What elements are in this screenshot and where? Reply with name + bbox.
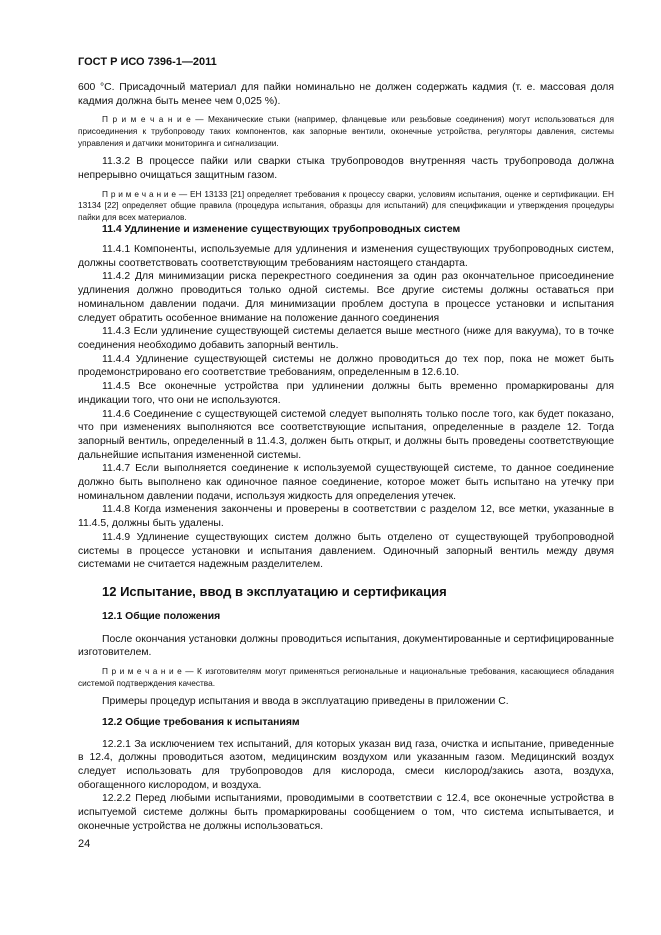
document-header: ГОСТ Р ИСО 7396-1—2011 <box>78 56 217 68</box>
paragraph: 11.3.2 В процессе пайки или сварки стыка трубопроводов внутренняя часть трубопровода должна непрерывно очищаться защитным газом. <box>78 156 614 181</box>
paragraph: 11.4.5 Все оконечные устройства при удлинении должны быть временно промаркированы для индикации того, что они не используются. <box>78 381 614 406</box>
section-heading-12-2: 12.2 Общие требования к испытаниям <box>102 716 300 728</box>
section-heading-12: 12 Испытание, ввод в эксплуатацию и сертификация <box>102 583 447 599</box>
paragraph: 11.4.3 Если удлинение существующей системы делается выше местного (ниже для вакуума), то в точке соединения необходимо добавить запорный вентиль. <box>78 326 614 351</box>
paragraph: 11.4.9 Удлинение существующих систем должно быть отделено от существующей трубопроводной системы в процессе установки и испытания давлением. Одиночный запорный вентиль между двумя системами не считается надежным разделителем. <box>78 531 614 571</box>
paragraph: 600 °С. Присадочный материал для пайки номинально не должен содержать кадмия (т. е. массовая доля кадмия должна быть менее чем 0,025 %). <box>78 82 614 107</box>
paragraph: 12.2.1 За исключением тех испытаний, для которых указан вид газа, очистка и испытание, приведенные в 12.4, должны проводиться азотом, медицинским воздухом или указанным газом. Медицинский воздух следует использовать для трубопроводов для кислорода, смеси кислород/закись азота, воздуха, обогащенного кислородом, и воздуха. <box>78 738 614 791</box>
paragraph: После окончания установки должны проводиться испытания, документированные и сертифицированные изготовителем. <box>78 633 614 659</box>
paragraph: 11.4.7 Если выполняется соединение к используемой существующей системе, то данное соединение должно быть выполнено как одиночное паяное соединение, которое может быть испытано на утечку при номинальном давлении подачи, используя жидкость для определения утечек. <box>78 463 614 502</box>
section-heading-12-1: 12.1 Общие положения <box>102 610 221 622</box>
page-number: 24 <box>78 838 91 850</box>
paragraph: 11.4.1 Компоненты, используемые для удлинения и изменения существующих трубопроводных систем, должны соответствовать соответствующим требованиям настоящего стандарта. <box>78 244 614 269</box>
paragraph: 12.2.2 Перед любыми испытаниями, проводимыми в соответствии с 12.4, все оконечные устройства в испытуемой системе должны быть промаркированы сообщением о том, что система испытывается, и оконечные устройства не должны использоваться. <box>78 793 614 832</box>
paragraph: Примеры процедур испытания и ввода в эксплуатацию приведены в приложении С. <box>102 696 509 708</box>
paragraph: 11.4.2 Для минимизации риска перекрестного соединения за один раз окончательное присоединение удлинения должно проводиться только одной системы. Все другие системы должны оставаться при номинальном давлении подачи. Для минимизации проблем доступа в процессе установки и испытания следует обратить особенное внимание на положение данного соединения <box>78 271 614 324</box>
paragraph: 11.4.8 Когда изменения закончены и проверены в соответствии с разделом 12, все метки, указанные в 11.4.5, должны быть удалены. <box>78 504 614 530</box>
paragraph: 11.4.4 Удлинение существующей системы не должно проводиться до тех пор, пока не может быть продемонстрировано его соответствие требованиям, определенным в 12.6.10. <box>78 353 614 379</box>
section-heading-11-4: 11.4 Удлинение и изменение существующих трубопроводных систем <box>102 224 461 236</box>
note: П р и м е ч а н и е — К изготовителям могут применяться региональные и национальные требования, касающиеся обладания системой подтверждения качества. <box>78 666 614 688</box>
note: П р и м е ч а н и е — ЕН 13133 [21] определяет требования к процессу сварки, условиям испытания, оценке и сертификации. ЕН 13134 [22] определяет общие правила (процедура испытания, образцы для испытаний) для спецификации и утверждения процедуры пайки для всех материалов. <box>78 188 614 222</box>
note: П р и м е ч а н и е — Механические стыки (например, фланцевые или резьбовые соединения) могут использоваться для присоединения к трубопроводу таких компонентов, как запорные вентили, оконечные устройства, регуляторы давления, системы управления и датчики мониторинга и сигнализации. <box>78 114 614 148</box>
paragraph: 11.4.6 Соединение с существующей системой следует выполнять только после того, как будет показано, что при изменениях выполняются все соответствующие испытания, определенные в разделе 12. Тогда запорный вентиль, определенный в 11.4.3, должен быть открыт, и должны быть проведены соответствующие дальнейшие испытания измененной системы. <box>78 408 614 461</box>
document-page <box>78 56 614 834</box>
